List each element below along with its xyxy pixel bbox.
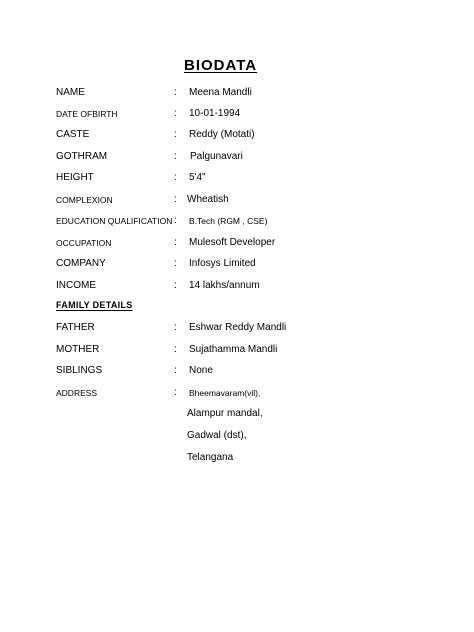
label-occupation: OCCUPATION (56, 238, 112, 248)
separator: : (174, 194, 177, 205)
value-height: 5'4" (189, 172, 206, 183)
row-height (56, 171, 456, 185)
label-gothram: GOTHRAM (56, 151, 108, 162)
separator: : (174, 129, 177, 140)
separator: : (174, 87, 177, 98)
row-complexion (56, 193, 456, 207)
address-line: Telangana (187, 452, 234, 463)
separator: : (174, 322, 177, 333)
value-father: Eshwar Reddy Mandli (189, 322, 287, 333)
row-education-qualification (56, 214, 456, 228)
address-line: Alampur mandal, (187, 408, 263, 419)
label-complexion: COMPLEXION (56, 195, 113, 205)
value-siblings: None (189, 365, 213, 376)
value-company: Infosys Limited (189, 258, 256, 269)
separator: : (174, 151, 177, 162)
label-education-qualification: EDUCATION QUALIFICATION (56, 216, 173, 226)
separator: : (174, 258, 177, 269)
label-height: HEIGHT (56, 172, 94, 183)
row-mother (56, 343, 456, 357)
row-gothram (56, 150, 456, 164)
value-gothram: Palgunavari (190, 151, 243, 162)
label-company: COMPANY (56, 258, 106, 269)
label-mother: MOTHER (56, 344, 100, 355)
label-siblings: SIBLINGS (56, 365, 103, 376)
value-mother: Sujathamma Mandli (189, 344, 278, 355)
value-name: Meena Mandli (189, 87, 252, 98)
separator: : (174, 108, 177, 119)
separator: : (174, 387, 177, 398)
row-name (56, 86, 456, 100)
value-date-of-birth: 10-01-1994 (189, 108, 241, 119)
row-siblings (56, 364, 456, 378)
row-company (56, 257, 456, 271)
label-father: FATHER (56, 322, 95, 333)
label-date-of-birth: DATE OFBIRTH (56, 109, 118, 119)
row-date-of-birth (56, 107, 456, 121)
label-address: ADDRESS (56, 388, 98, 398)
label-income: INCOME (56, 280, 96, 291)
value-address: Bheemavaram(vil), (189, 388, 261, 398)
row-father (56, 321, 456, 335)
separator: : (174, 215, 177, 226)
separator: : (174, 280, 177, 291)
row-caste (56, 128, 456, 142)
separator: : (174, 172, 177, 183)
value-education-qualification: B.Tech (RGM , CSE) (189, 216, 268, 226)
value-income: 14 lakhs/annum (189, 280, 260, 291)
row-occupation (56, 236, 456, 250)
page-title: BIODATA (184, 57, 258, 74)
label-caste: CASTE (56, 129, 90, 140)
separator: : (174, 344, 177, 355)
label-name: NAME (56, 87, 85, 98)
address-line: Gadwal (dst), (187, 430, 247, 441)
value-occupation: Mulesoft Developer (189, 237, 276, 248)
row-address (56, 386, 456, 400)
row-income (56, 279, 456, 293)
value-caste: Reddy (Motati) (189, 129, 255, 140)
separator: : (174, 237, 177, 248)
family-details-heading: FAMILY DETAILS (56, 300, 133, 310)
separator: : (174, 365, 177, 376)
value-complexion: Wheatish (187, 194, 229, 205)
